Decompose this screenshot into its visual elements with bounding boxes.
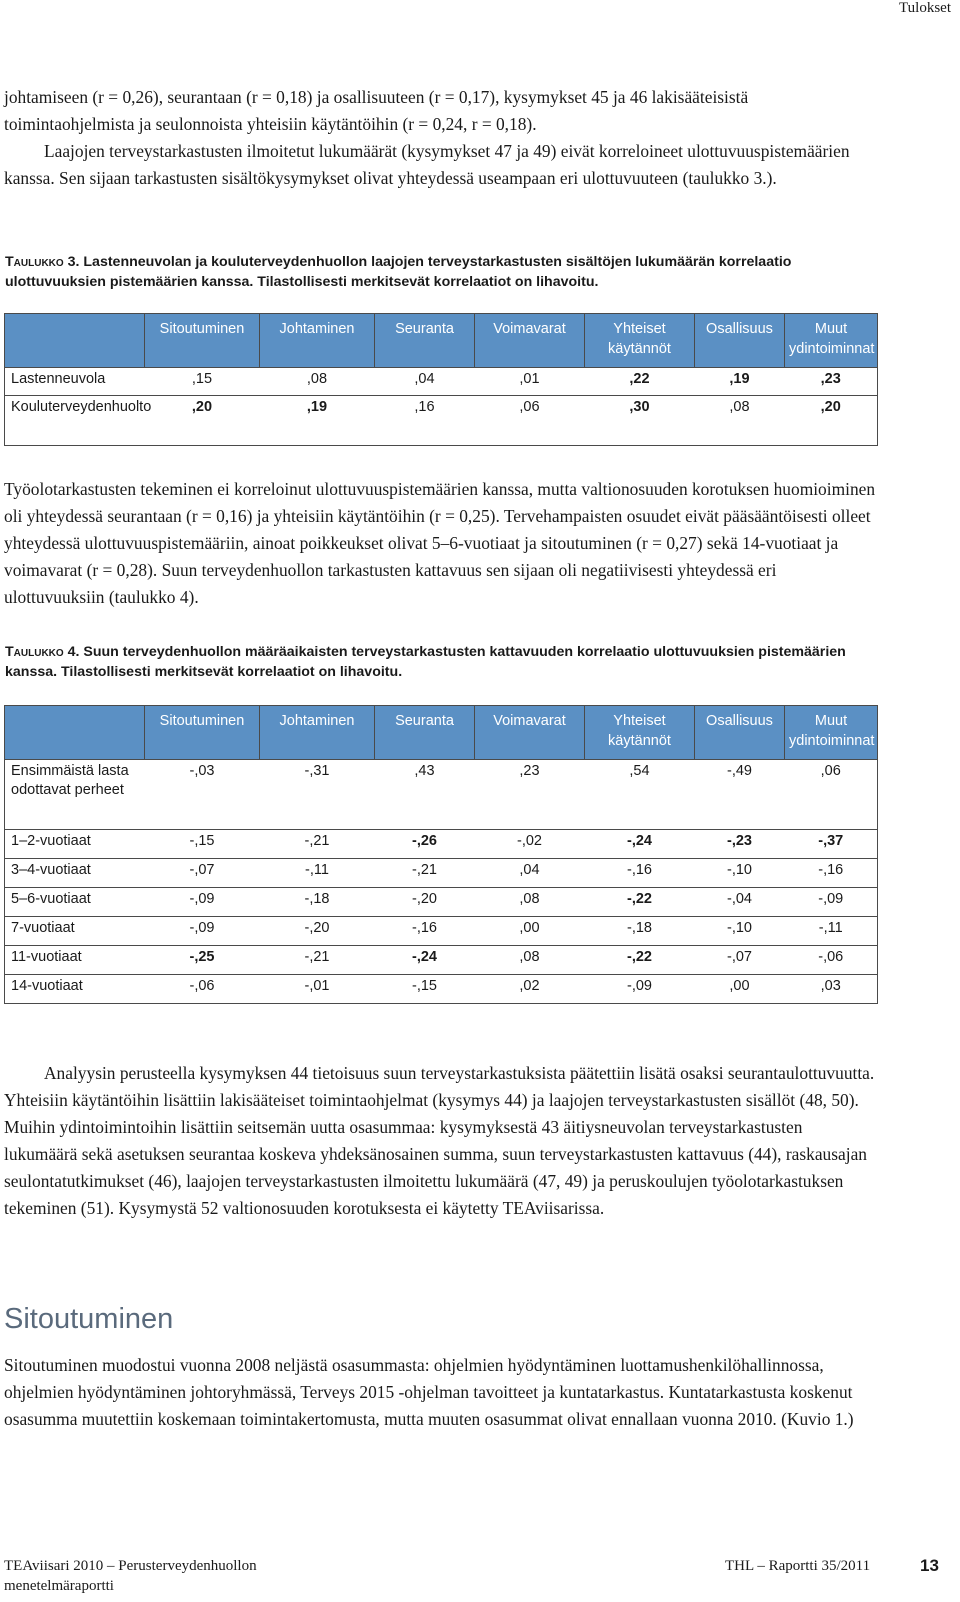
table-cell: -,49	[695, 760, 785, 830]
table-cell: -,25	[145, 946, 260, 975]
caption-number: Taulukko 4.	[5, 644, 80, 660]
table-row	[5, 368, 878, 396]
table-cell: ,23	[475, 760, 585, 830]
paragraph-text: Laajojen terveystarkastusten ilmoitetut lukumäärät (kysymykset 47 ja 49) eivät korreloineet ulottuvuuspistemäärien kanssa. Sen sijaan tarkastusten sisältökysymykset olivat yhteydessä useampaan eri ulottuvuuteen (taulukko 3.).	[4, 141, 850, 188]
footer-subtitle: menetelmäraportti	[4, 1578, 114, 1594]
row-label: 7-vuotiaat	[5, 917, 145, 946]
table-4-caption	[5, 642, 885, 682]
table-3-caption	[5, 252, 885, 292]
section-heading: Sitoutuminen	[4, 1303, 174, 1335]
table-cell: -,07	[695, 946, 785, 975]
column-header: Muut ydintoiminnat	[785, 314, 878, 368]
table-row	[5, 975, 878, 1004]
table-cell: -,18	[585, 917, 695, 946]
table-header-row	[5, 314, 878, 368]
column-header: Osallisuus	[695, 314, 785, 368]
footer-publication	[4, 1556, 257, 1596]
table-cell: ,08	[475, 946, 585, 975]
table-cell: -,11	[260, 859, 375, 888]
table-cell: ,00	[475, 917, 585, 946]
table-row	[5, 917, 878, 946]
table-cell: -,04	[695, 888, 785, 917]
table-cell: ,43	[375, 760, 475, 830]
column-header: Sitoutuminen	[145, 706, 260, 760]
table-cell: ,04	[475, 859, 585, 888]
table-cell: ,08	[475, 888, 585, 917]
footer-title: TEAviisari 2010 – Perusterveydenhuollon	[4, 1558, 257, 1574]
table-cell: -,22	[585, 888, 695, 917]
column-header: Voimavarat	[475, 314, 585, 368]
table-cell: ,03	[785, 975, 878, 1004]
column-header: Yhteiset käytännöt	[585, 314, 695, 368]
table-cell: ,08	[695, 396, 785, 446]
table-cell: -,16	[375, 917, 475, 946]
table-row	[5, 396, 878, 446]
paragraph-text: Analyysin perusteella kysymyksen 44 tietoisuus suun terveystarkastuksista päätettiin lisätä osaksi seurantaulottuvuutta. Yhteisiin käytäntöihin lisättiin lakisääteiset toimintaohjelmat (kysymys 44) ja laajojen terveystarkastusten sisällöt (48, 50). Muihin ydintoimintoihin lisättiin seitsemän uutta osasummaa: kysymyksestä 43 äitiysneuvolan terveystarkastusten lukumäärä sekä asetuksen seurantaa koskeva yhdeksänosainen summa, suun terveystarkastusten kattavuus (44), raskausajan seulontatutkimukset (46), laajojen terveystarkastusten ilmoitettu lukumäärä (47, 49) ja peruskoulujen työolotarkastuksen tekeminen (51). Kysymystä 52 valtionosuuden korotuksesta ei käytetty TEAviisarissa.	[4, 1063, 875, 1218]
table-cell: -,24	[375, 946, 475, 975]
table-row	[5, 946, 878, 975]
paragraph-text: johtamiseen (r = 0,26), seurantaan (r = 0,18) ja osallisuuteen (r = 0,17), kysymykset 45 ja 46 lakisääteisistä toimintaohjelmista ja seulonnoista yhteisiin käytäntöihin (r = 0,24, r = 0,18).	[4, 87, 749, 134]
table-cell: -,22	[585, 946, 695, 975]
row-label: 1–2-vuotiaat	[5, 830, 145, 859]
table-cell: -,15	[375, 975, 475, 1004]
table-cell: -,03	[145, 760, 260, 830]
table-cell: -,09	[145, 888, 260, 917]
table-cell: -,24	[585, 830, 695, 859]
table-cell: -,26	[375, 830, 475, 859]
page-number: 13	[920, 1556, 939, 1575]
column-header: Johtaminen	[260, 314, 375, 368]
table-cell: -,09	[585, 975, 695, 1004]
table-cell: -,18	[260, 888, 375, 917]
table-cell: -,06	[145, 975, 260, 1004]
table-row	[5, 830, 878, 859]
table-cell: -,21	[260, 946, 375, 975]
column-header: Johtaminen	[260, 706, 375, 760]
column-header: Sitoutuminen	[145, 314, 260, 368]
table-cell: -,11	[785, 917, 878, 946]
table-cell: -,09	[785, 888, 878, 917]
table-cell: -,31	[260, 760, 375, 830]
table-cell: -,16	[585, 859, 695, 888]
column-header: Voimavarat	[475, 706, 585, 760]
paragraph-2	[4, 476, 880, 611]
table-row	[5, 760, 878, 830]
table-cell: ,02	[475, 975, 585, 1004]
table-cell: -,23	[695, 830, 785, 859]
table-cell: -,37	[785, 830, 878, 859]
row-label: 5–6-vuotiaat	[5, 888, 145, 917]
table-row	[5, 859, 878, 888]
row-label: 3–4-vuotiaat	[5, 859, 145, 888]
row-label: Kouluterveydenhuolto	[5, 396, 145, 446]
column-header: Muut ydintoiminnat	[785, 706, 878, 760]
table-cell: -,06	[785, 946, 878, 975]
header-corner	[5, 314, 145, 368]
table-cell: ,19	[695, 368, 785, 396]
table-3	[4, 313, 878, 446]
table-cell: ,01	[475, 368, 585, 396]
column-header: Osallisuus	[695, 706, 785, 760]
table-cell: ,22	[585, 368, 695, 396]
column-header: Seuranta	[375, 314, 475, 368]
paragraph-1	[4, 84, 880, 192]
column-header: Yhteiset käytännöt	[585, 706, 695, 760]
table-cell: -,10	[695, 917, 785, 946]
row-label: Lastenneuvola	[5, 368, 145, 396]
caption-text: Lastenneuvolan ja kouluterveydenhuollon laajojen terveystarkastusten sisältöjen lukumäärän korrelaatio ulottuvuuksien pistemäärien kanssa. Tilastollisesti merkitsevät korrelaatiot on lihavoitu.	[5, 254, 792, 290]
table-cell: -,15	[145, 830, 260, 859]
paragraph-3	[4, 1060, 880, 1222]
caption-text: Suun terveydenhuollon määräaikaisten terveystarkastusten kattavuuden korrelaatio ulottuvuuksien pistemäärien kanssa. Tilastollisesti merkitsevät korrelaatiot on lihavoitu.	[5, 644, 846, 680]
table-cell: ,16	[375, 396, 475, 446]
paragraph-4	[4, 1352, 880, 1433]
table-cell: -,16	[785, 859, 878, 888]
table-cell: -,10	[695, 859, 785, 888]
table-row	[5, 888, 878, 917]
column-header: Seuranta	[375, 706, 475, 760]
table-cell: ,06	[475, 396, 585, 446]
table-4	[4, 705, 878, 1004]
paragraph-text: Sitoutuminen muodostui vuonna 2008 neljästä osasummasta: ohjelmien hyödyntäminen luottamushenkilöhallinnossa, ohjelmien hyödyntäminen johtoryhmässä, Terveys 2015 -ohjelman tavoitteet ja kuntatarkastus. Kuntatarkastusta koskenut osasumma muutettiin koskemaan toimintakertomusta, mutta muuten osasummat olivat ennallaan vuonna 2010. (Kuvio 1.)	[4, 1355, 854, 1429]
table-cell: -,20	[260, 917, 375, 946]
running-header: Tulokset	[899, 0, 951, 16]
caption-number: Taulukko 3.	[5, 254, 80, 270]
paragraph-text: Työolotarkastusten tekeminen ei korreloinut ulottuvuuspistemäärien kanssa, mutta valtionosuuden korotuksen huomioiminen oli yhteydessä seurantaan (r = 0,16) ja yhteisiin käytäntöihin (r = 0,25). Tervehampaisten osuudet eivät pääsääntöisesti olleet yhteydessä ulottuvuuspistemääriin, ainoat poikkeukset olivat 5–6-vuotiaat ja sitoutuminen (r = 0,27) sekä 14-vuotiaat ja voimavarat (r = 0,28). Suun terveydenhuollon tarkastusten kattavuus sen sijaan oli negatiivisesti yhteydessä eri ulottuvuuksiin (taulukko 4).	[4, 479, 876, 607]
table-cell: -,09	[145, 917, 260, 946]
footer-report-id: THL – Raportti 35/2011	[725, 1558, 871, 1574]
table-cell: ,20	[145, 396, 260, 446]
table-header-row	[5, 706, 878, 760]
table-cell: ,54	[585, 760, 695, 830]
table-cell: ,06	[785, 760, 878, 830]
table-cell: -,21	[375, 859, 475, 888]
table-cell: ,20	[785, 396, 878, 446]
table-cell: ,19	[260, 396, 375, 446]
table-cell: ,08	[260, 368, 375, 396]
table-cell: -,20	[375, 888, 475, 917]
table-cell: -,07	[145, 859, 260, 888]
row-label: 11-vuotiaat	[5, 946, 145, 975]
table-cell: ,15	[145, 368, 260, 396]
table-cell: ,23	[785, 368, 878, 396]
table-cell: ,00	[695, 975, 785, 1004]
table-cell: -,21	[260, 830, 375, 859]
table-cell: -,01	[260, 975, 375, 1004]
table-cell: ,30	[585, 396, 695, 446]
row-label: 14-vuotiaat	[5, 975, 145, 1004]
table-cell: ,04	[375, 368, 475, 396]
row-label: Ensimmäistä lasta odottavat perheet	[5, 760, 145, 830]
table-cell: -,02	[475, 830, 585, 859]
header-corner	[5, 706, 145, 760]
